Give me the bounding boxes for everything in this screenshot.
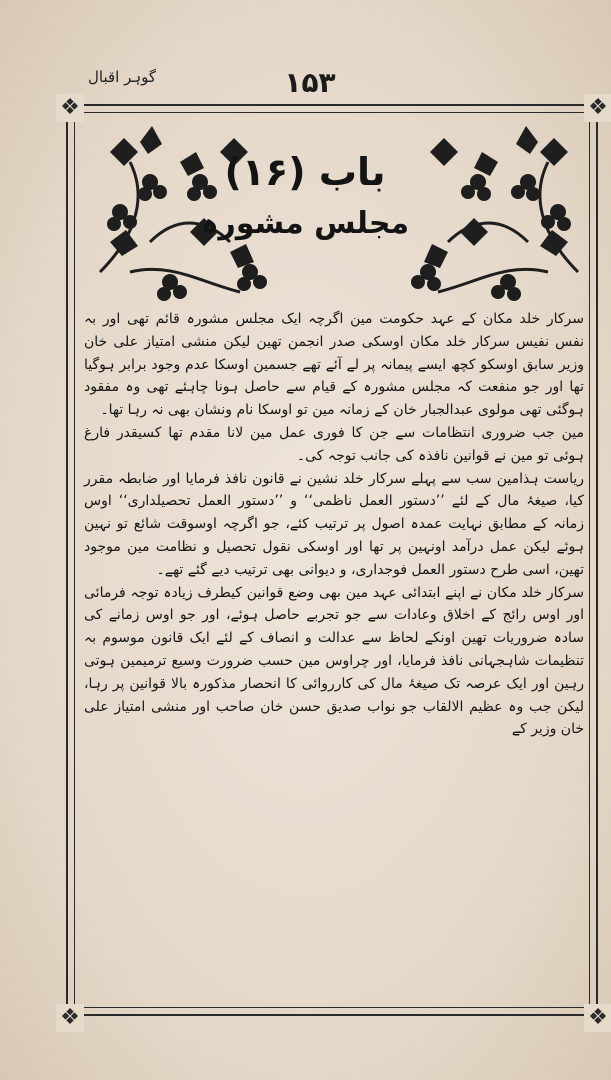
paragraph: سرکار خلد مکان نے اپنے ابتدائی عہد مین بھی وضع قوانین کیطرف زیادہ توجہ فرمائی اور اوس رائج کے اخلاق وعادات سے جو تجربے حاصل ہوئے، اور جو اوس زمانے کی سادہ ضروریات تھین اونکے لحاظ سے عدالت و انصاف کے لئے ایک قانون موسوم بہ تنظیمات شاہجہانی نافذ فرمایا، اور چراوس مین حسب ضرورت وسیع ترمیمین ہوتی رہین اور ایک عرصہ تک صیغۂ مال کی کارروائی کا انحصار مذکورہ بالا قوانین پر رہا، لیکن جب وہ عظیم الالقاب جو نواب صدیق حسن خان صاحب اور منشی امتیاز علی خان وزیر کے	[84, 584, 584, 738]
chapter-heading: باب (۱۶)	[224, 150, 386, 194]
chapter-subtitle: مجلس مشورہ	[200, 206, 410, 241]
vine-right	[438, 162, 578, 292]
corner-ornament-icon: ❖	[584, 1004, 611, 1032]
paragraph: مین جب ضروری انتظامات سے جن کا فوری عمل مین لانا مقدم تھا کسیقدر فارغ ہوئی تو مین نے قوانین نافذہ کی جانب توجہ کی۔	[84, 424, 584, 464]
page-number: ۱۵۳	[284, 66, 336, 99]
paragraph: سرکار خلد مکان کے عہد حکومت مین اگرچہ ایک مجلس مشورہ قائم تھی اور بہ نفس نفیس سرکار خلد مکان اوسکی صدر انجمن تھین لیکن منشی امتیاز علی خان وزیر سابق اوسکو کچھ ایسے پیمانہ پر لے آئے تھے جسمین اوسکا عدم وجود برابر ہوگیا تھا اور جو منفعت کہ مجلس مشورہ کے قیام سے حاصل ہونا چاہئے تھی وہ مفقود ہوگئی تھی مولوی عبدالجبار خان کے زمانہ مین تو اوسکا نام ونشان بھی نہ رہا تھا۔	[84, 311, 584, 419]
corner-ornament-icon: ❖	[584, 94, 611, 122]
chapter-body	[84, 308, 584, 741]
running-title: گوہر اقبال	[88, 68, 157, 86]
corner-ornament-icon: ❖	[56, 1004, 84, 1032]
corner-ornament-icon: ❖	[56, 94, 84, 122]
paragraph: ریاست ہذامین سب سے پہلے سرکار خلد نشین نے قانون نافذ فرمایا اور ضابطہ مقرر کیا، صیغۂ مال کے لئے ’’دستور العمل ناظمی‘‘ و ’’دستور العمل تحصیلداری‘‘ اوس زمانہ کے مطابق نہایت عمدہ اصول پر ترتیب کئے، جو اگرچہ اوسوقت شائع تو نہین ہوئے لیکن عمل درآمد اونہین پر تھا اور اوسکی نقول تحصیل و نظامت مین موجود تھین، اسی طرح دستور العمل فوجداری، و دیوانی بھی ترتیب دیے گئے تھے۔	[84, 470, 584, 578]
